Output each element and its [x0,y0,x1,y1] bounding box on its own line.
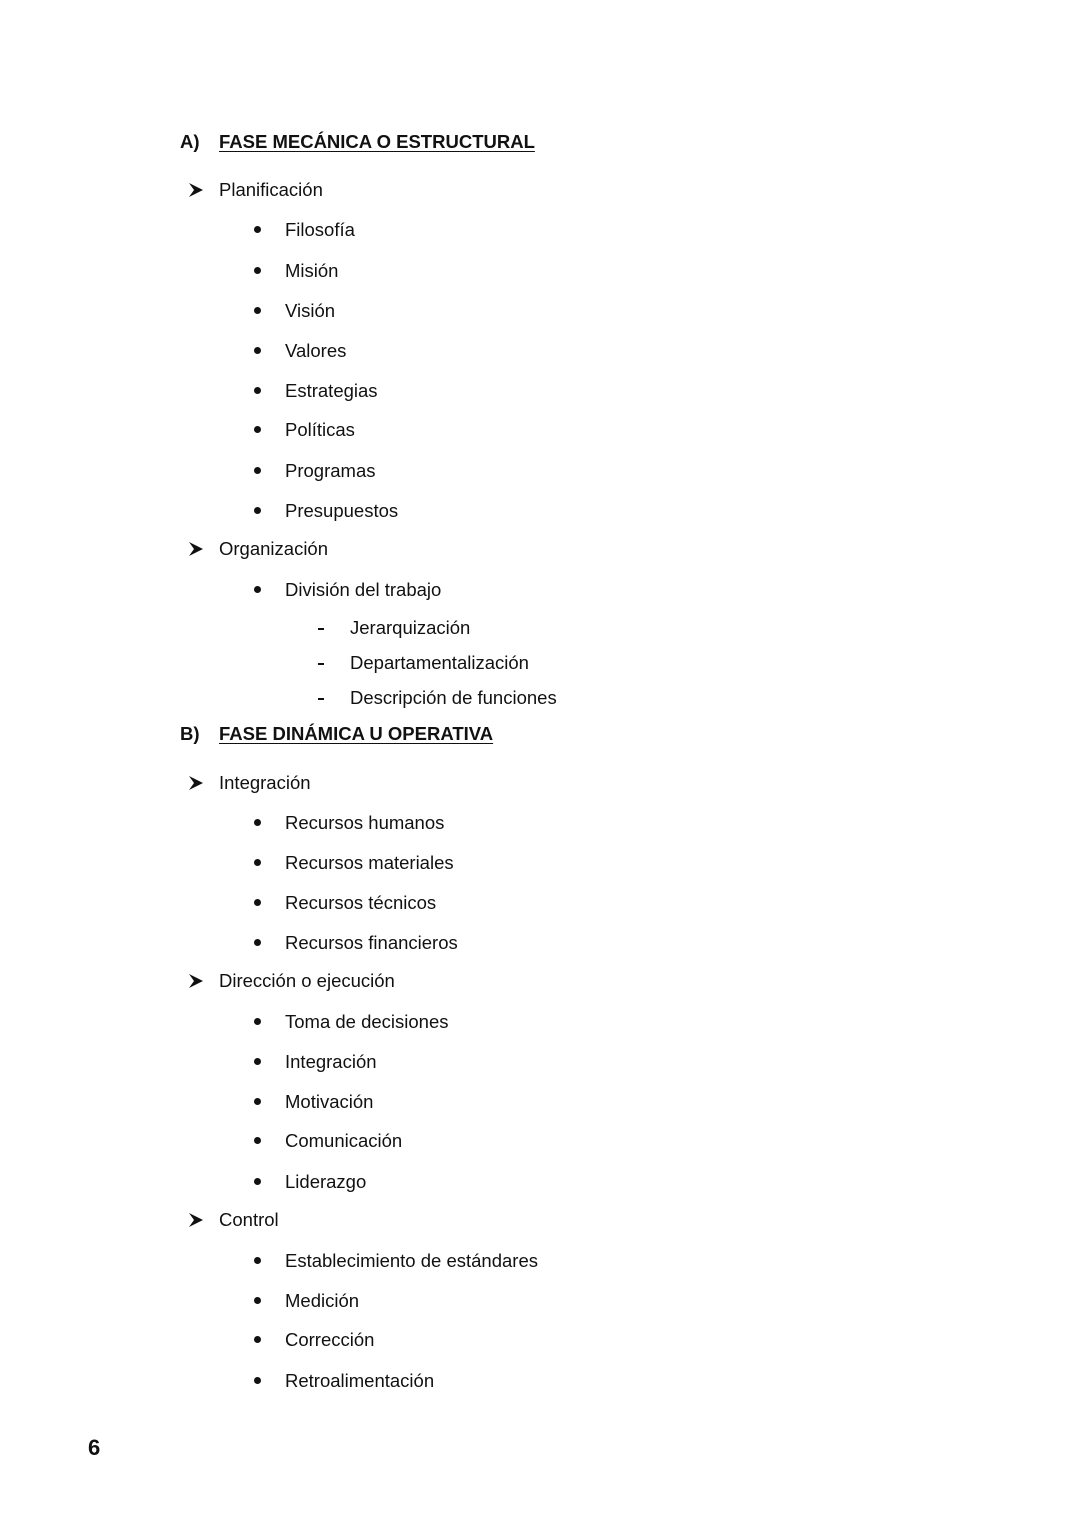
section-b-letter: B) [180,723,200,744]
bullet-dot-icon [254,307,261,314]
list-item: Políticas [285,419,355,440]
list-item: Filosofía [285,219,355,240]
bullet-dot-icon [254,467,261,474]
bullet-dot-icon [254,347,261,354]
list-item: Recursos técnicos [285,892,437,913]
list-item: Recursos financieros [285,932,458,953]
arrow-bullet-icon [188,182,204,198]
list-item: Corrección [285,1329,375,1350]
dash-bullet-icon [318,628,324,630]
list-item: Recursos humanos [285,812,445,833]
list-item: Liderazgo [285,1171,367,1192]
list-item: Estrategias [285,380,378,401]
list-item: División del trabajo [285,579,442,600]
list-item: Comunicación [285,1130,403,1151]
bullet-dot-icon [254,1137,261,1144]
page-number: 6 [88,1435,101,1460]
arrow-bullet-icon [188,775,204,791]
sub-list-item: Jerarquización [350,617,471,638]
bullet-dot-icon [254,1098,261,1105]
group-planificacion-label: Planificación [219,179,323,200]
section-a-title: FASE MECÁNICA O ESTRUCTURAL [219,131,535,152]
list-item: Recursos materiales [285,852,454,873]
bullet-dot-icon [254,1297,261,1304]
list-item: Motivación [285,1091,374,1112]
bullet-dot-icon [254,267,261,274]
list-item: Medición [285,1290,360,1311]
bullet-dot-icon [254,1058,261,1065]
section-a-letter: A) [180,131,200,152]
list-item: Presupuestos [285,500,399,521]
arrow-bullet-icon [188,541,204,557]
bullet-dot-icon [254,507,261,514]
group-control-label: Control [219,1209,279,1230]
section-b-title: FASE DINÁMICA U OPERATIVA [219,723,494,744]
list-item: Programas [285,460,376,481]
list-item: Visión [285,300,336,321]
bullet-dot-icon [254,1257,261,1264]
group-integracion-label: Integración [219,772,311,793]
dash-bullet-icon [318,663,324,665]
arrow-bullet-icon [188,973,204,989]
sub-list-item: Departamentalización [350,652,529,673]
list-item: Retroalimentación [285,1370,435,1391]
bullet-dot-icon [254,899,261,906]
bullet-dot-icon [254,1377,261,1384]
bullet-dot-icon [254,586,261,593]
bullet-dot-icon [254,859,261,866]
bullet-dot-icon [254,1336,261,1343]
arrow-bullet-icon [188,1212,204,1228]
bullet-dot-icon [254,939,261,946]
group-direccion-label: Dirección o ejecución [219,970,395,991]
sub-list-item: Descripción de funciones [350,687,557,708]
bullet-dot-icon [254,226,261,233]
list-item: Establecimiento de estándares [285,1250,538,1271]
bullet-dot-icon [254,426,261,433]
list-item: Toma de decisiones [285,1011,449,1032]
bullet-dot-icon [254,387,261,394]
group-organizacion-label: Organización [219,538,329,559]
bullet-dot-icon [254,1178,261,1185]
list-item: Misión [285,260,339,281]
bullet-dot-icon [254,819,261,826]
bullet-dot-icon [254,1018,261,1025]
list-item: Integración [285,1051,377,1072]
list-item: Valores [285,340,347,361]
dash-bullet-icon [318,698,324,700]
